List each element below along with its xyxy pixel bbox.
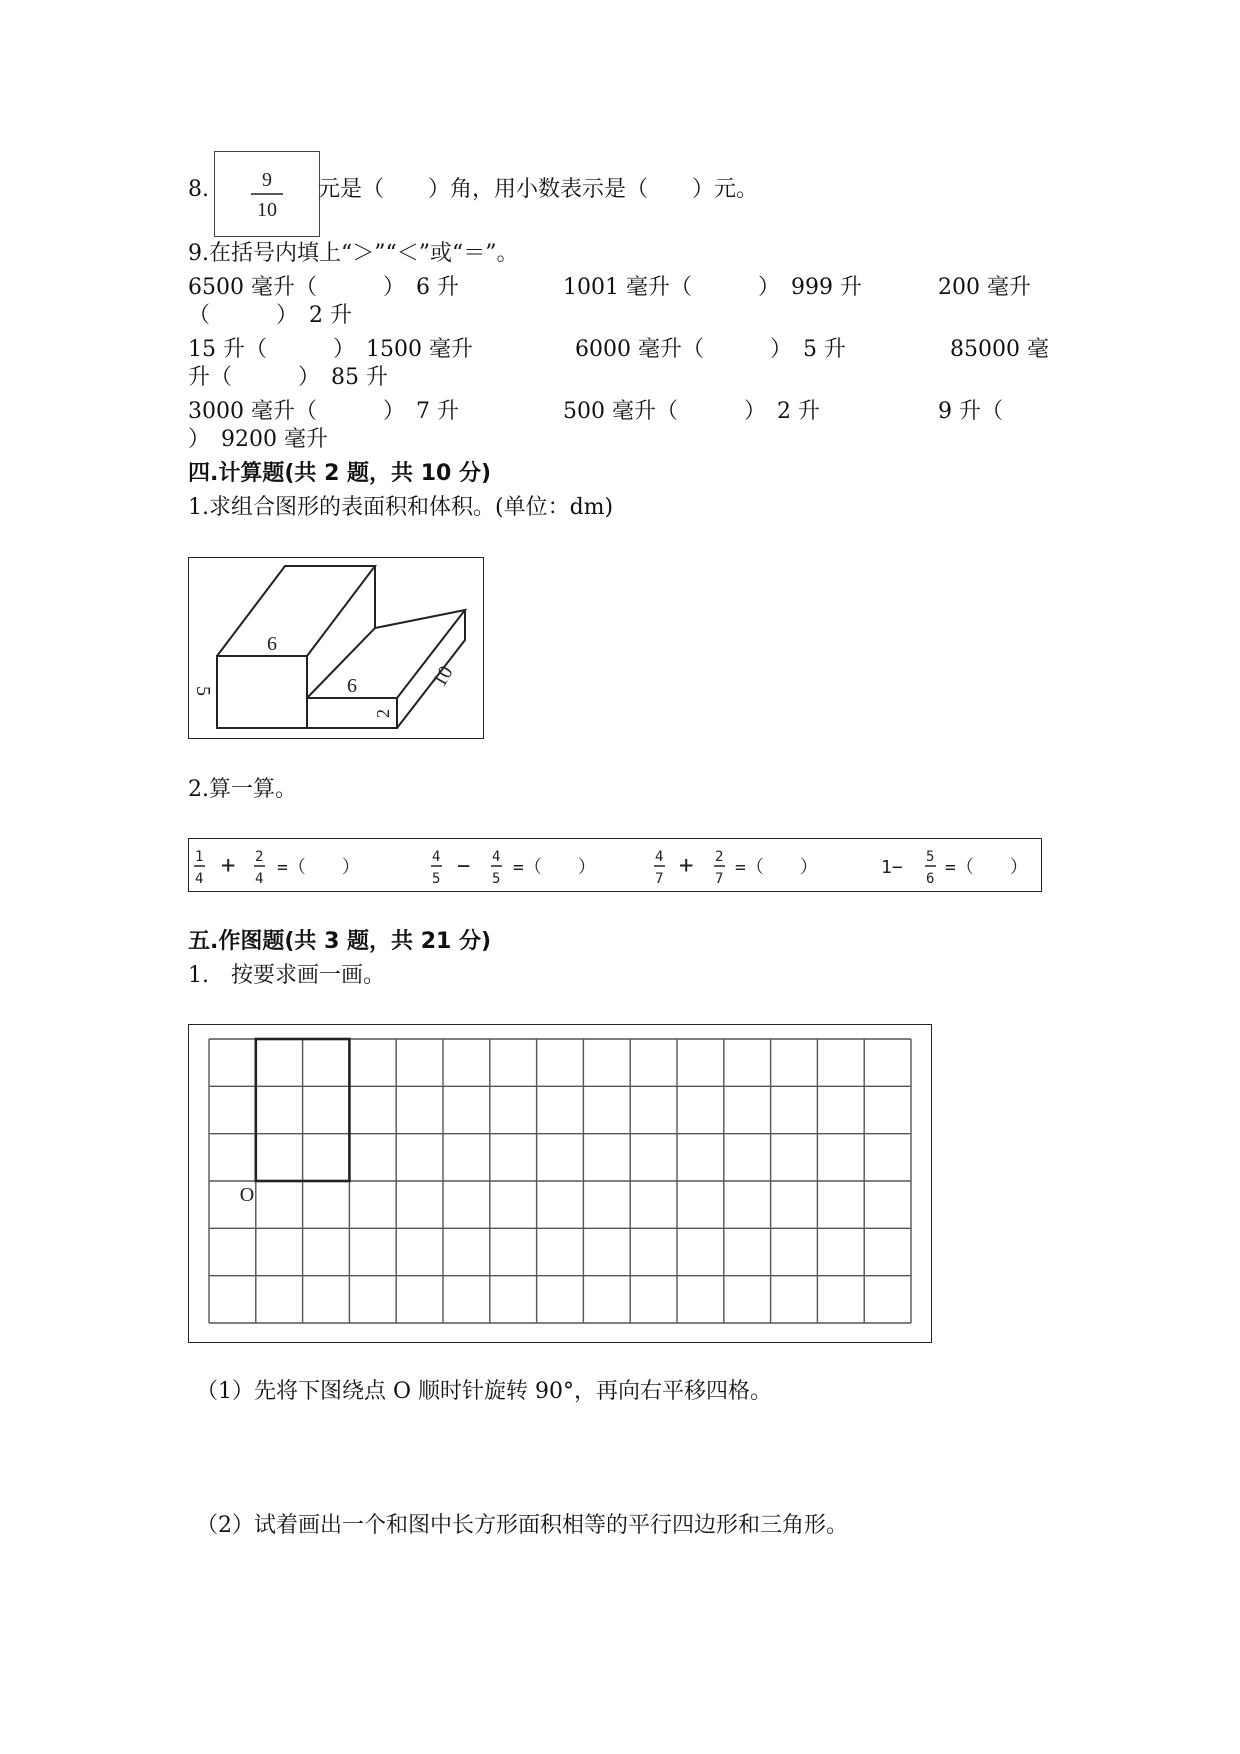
calc3-num2: 2 xyxy=(715,849,724,865)
label-step-width: 6 xyxy=(347,675,357,697)
section4-heading: 四.计算题(共 2 题，共 10 分) xyxy=(188,461,492,486)
label-top-width: 6 xyxy=(267,633,277,655)
q8-number: 8. xyxy=(188,177,209,202)
calc4-eq: =（ ） xyxy=(945,857,1028,878)
label-step-height: 2 xyxy=(373,709,393,718)
q9-row2-c: 85000 毫 xyxy=(950,337,1049,362)
q9-row3-a: 3000 毫升（ ） 7 升 xyxy=(188,399,459,424)
calc2-num2: 4 xyxy=(492,849,501,865)
q9-row1-a: 6500 毫升（ ） 6 升 xyxy=(188,275,459,300)
label-left-height: 5 xyxy=(192,686,214,696)
calc1-num2: 2 xyxy=(255,849,264,865)
q9-row2-c2: 升（ ） 85 升 xyxy=(188,365,388,390)
composite-solid-figure xyxy=(188,557,484,739)
section5-q1-text: 1. 按要求画一画。 xyxy=(188,963,385,988)
calc1-eq: =（ ） xyxy=(277,857,360,878)
grid-origin-label: O xyxy=(239,1184,255,1206)
q8-fraction-denominator: 10 xyxy=(257,199,277,221)
calc2-den: 5 xyxy=(432,871,441,887)
section5-sub2: （2）试着画出一个和图中长方形面积相等的平行四边形和三角形。 xyxy=(196,1513,848,1538)
calc2-op: − xyxy=(457,854,471,879)
calc3-eq: =（ ） xyxy=(735,857,818,878)
section4-q2-text: 2.算一算。 xyxy=(188,777,297,802)
drawing-grid-figure xyxy=(188,1024,932,1343)
q9-row1-c: 200 毫升 xyxy=(938,275,1031,300)
calc2-eq: =（ ） xyxy=(513,857,596,878)
calc3-den2: 7 xyxy=(715,871,724,887)
label-depth: 10 xyxy=(428,662,458,691)
q9-row3-b: 500 毫升（ ） 2 升 xyxy=(563,399,820,424)
calc1-den: 4 xyxy=(195,871,204,887)
calc1-op: + xyxy=(221,851,236,879)
q9-row1-b: 1001 毫升（ ） 999 升 xyxy=(563,275,862,300)
q8-text: 元是（ ）角，用小数表示是（ ）元。 xyxy=(318,177,759,202)
q9-title: 9.在括号内填上“＞”“＜”或“＝”。 xyxy=(188,241,519,266)
section5-heading: 五.作图题(共 3 题，共 21 分) xyxy=(188,929,492,954)
q8-fraction-image xyxy=(214,151,320,237)
q9-row3-c: 9 升（ xyxy=(938,399,1003,424)
calc3-num: 4 xyxy=(655,849,664,865)
calc3-den: 7 xyxy=(655,871,664,887)
calc2-den2: 5 xyxy=(492,871,501,887)
calc3-op: + xyxy=(679,851,694,879)
q9-row1-c2: （ ） 2 升 xyxy=(188,303,352,328)
q8-fraction-numerator: 9 xyxy=(262,169,272,191)
calc4-num: 5 xyxy=(926,849,935,865)
q9-row2-a: 15 升（ ） 1500 毫升 xyxy=(188,337,473,362)
calc1-num: 1 xyxy=(195,849,204,865)
calc4-pre: 1− xyxy=(881,857,903,878)
calc-strip xyxy=(188,838,1042,892)
calc2-num: 4 xyxy=(432,849,441,865)
calc4-den: 6 xyxy=(926,871,935,887)
section5-sub1: （1）先将下图绕点 O 顺时针旋转 90°，再向右平移四格。 xyxy=(196,1379,773,1404)
q9-row2-b: 6000 毫升（ ） 5 升 xyxy=(575,337,846,362)
section4-q1-text: 1.求组合图形的表面积和体积。(单位：dm) xyxy=(188,495,614,520)
q9-row3-c2: ） 9200 毫升 xyxy=(188,427,328,452)
calc1-den2: 4 xyxy=(255,871,264,887)
